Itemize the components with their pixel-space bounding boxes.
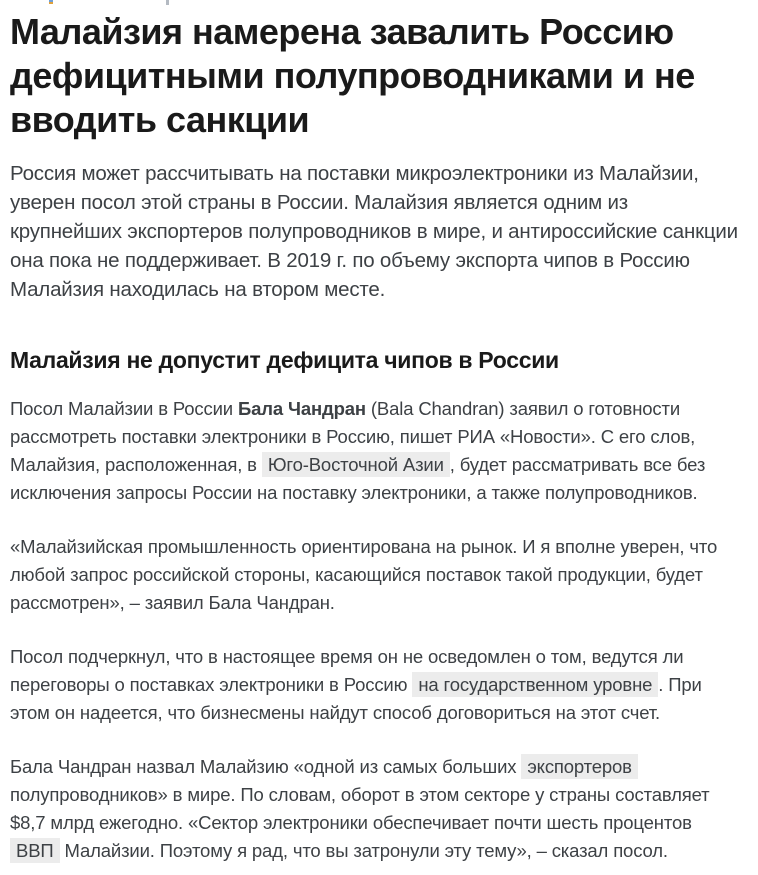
text-run: полупроводников» в мире. По словам, оборот в этом секторе у страны составляет $8,7 млрд ежегодно. «Сектор электроники обеспечивает почти шесть процентов xyxy=(10,784,710,833)
section-heading: Малайзия не допустит дефицита чипов в России xyxy=(10,347,559,373)
highlighted-term-link[interactable]: на государственном уровне xyxy=(412,672,658,697)
article-paragraph xyxy=(10,643,742,727)
text-run: (Bala Chandran) заявил о готовности рассмотреть поставки электроники в Россию, пишет РИА «Новости». С его слов, Малайзия, расположенная, в xyxy=(10,398,696,475)
cropped-favicon-artifact xyxy=(49,0,53,4)
text-run: «Малайзийская промышленность ориентирована на рынок. И я вполне уверен, что любой запрос российской стороны, касающийся поставок такой продукции, будет рассмотрен», – заявил Бала Чандран. xyxy=(10,536,718,613)
article-title: Малайзия намерена завалить Россию дефицитными полупроводниками и не вводить санкции xyxy=(10,11,695,140)
highlighted-term-link[interactable]: ВВП xyxy=(10,838,60,863)
text-run: , будет рассматривать все без исключения запросы России на поставку электроники, а также полупроводников. xyxy=(10,454,706,503)
article-paragraph xyxy=(10,395,742,507)
article-paragraph xyxy=(10,753,742,865)
text-run: Посол подчеркнул, что в настоящее время он не осведомлен о том, ведутся ли переговоры о поставках электроники в Россию xyxy=(10,646,684,695)
article-body xyxy=(10,395,742,865)
highlighted-term-link[interactable]: Юго-Восточной Азии xyxy=(262,452,450,477)
cropped-ui-artifact xyxy=(166,0,169,5)
text-run: Малайзии. Поэтому я рад, что вы затронули эту тему», – сказал посол. xyxy=(59,840,668,861)
article-lead: Россия может рассчитывать на поставки микроэлектроники из Малайзии, уверен посол этой страны в России. Малайзия является одним из крупнейших экспортеров полупроводников в мире, и антироссийские санкции она пока не поддерживает. В 2019 г. по объему экспорта чипов в Россию Малайзия находилась на втором месте. xyxy=(10,162,738,301)
text-run: Посол Малайзии в России xyxy=(10,398,238,419)
highlighted-term-link[interactable]: экспортеров xyxy=(521,754,638,779)
person-name: Бала Чандран xyxy=(237,398,366,419)
article-paragraph xyxy=(10,533,742,617)
text-run: . При этом он надеется, что бизнесмены найдут способ договориться на этот счет. xyxy=(10,674,702,723)
text-run: Бала Чандран назвал Малайзию «одной из самых больших xyxy=(10,756,522,777)
